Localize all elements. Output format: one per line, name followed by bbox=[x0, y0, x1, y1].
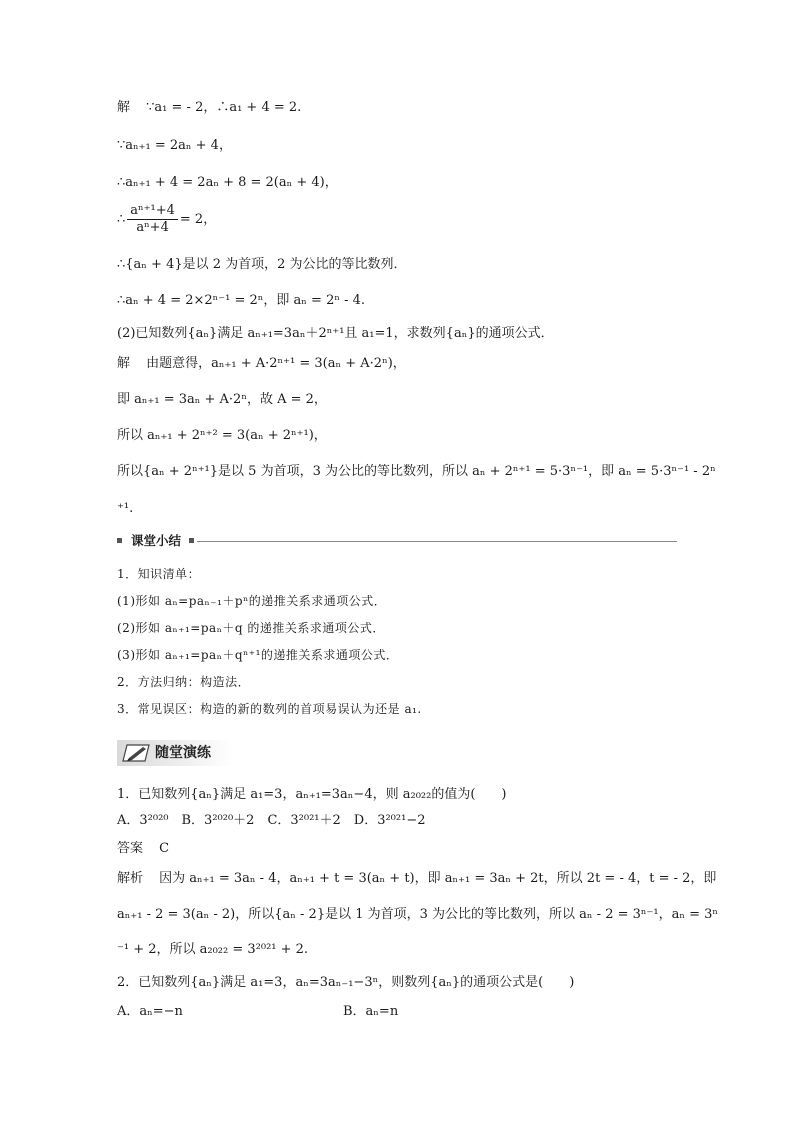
question1: 1．已知数列{aₙ}满足 a₁=3，aₙ₊₁=3aₙ−4，则 a₂₀₂₂的值为( ) bbox=[117, 787, 507, 802]
square-bullet-icon bbox=[117, 538, 122, 543]
fraction-rest: = 2， bbox=[179, 212, 217, 227]
summary-title: 课堂小结 bbox=[131, 533, 182, 548]
question2-option-a: A．aₙ=−n bbox=[117, 1004, 183, 1019]
question1-options: A．3²⁰²⁰ B．3²⁰²⁰＋2 C．3²⁰²¹＋2 D．3²⁰²¹−2 bbox=[117, 813, 426, 828]
summary-section-header bbox=[117, 531, 677, 551]
solution2-line3: 所以 aₙ₊₁ + 2ⁿ⁺² = 3(aₙ + 2ⁿ⁺¹)， bbox=[117, 428, 327, 443]
question2: 2．已知数列{aₙ}满足 a₁=3，aₙ=3aₙ₋₁−3ⁿ，则数列{aₙ}的通项公式是( ) bbox=[117, 975, 575, 990]
practice-title: 随堂演练 bbox=[155, 745, 211, 761]
fraction-numerator: aⁿ⁺¹+4 bbox=[127, 203, 178, 220]
solution2-line1 bbox=[117, 355, 406, 373]
analysis-label: 解析 bbox=[117, 871, 144, 886]
square-bullet-icon bbox=[189, 538, 194, 543]
analysis-line2: aₙ₊₁ - 2 = 3(aₙ - 2)，所以{aₙ - 2}是以 1 为首项，3 为公比的等比数列，所以 aₙ - 2 = 3ⁿ⁻¹，aₙ = 3ⁿ bbox=[117, 907, 719, 922]
answer-value: C bbox=[159, 841, 170, 856]
answer-label: 答案 bbox=[117, 841, 144, 856]
summary-item: (1)形如 aₙ=paₙ₋₁＋pⁿ的递推关系求通项公式． bbox=[117, 594, 387, 608]
question2-option-b: B．aₙ=n bbox=[343, 1004, 399, 1019]
solution-text: ∵a₁ = - 2，∴a₁ + 4 = 2. bbox=[146, 100, 302, 115]
analysis-text: 因为 aₙ₊₁ = 3aₙ - 4，aₙ₊₁ + t = 3(aₙ + t)，即 aₙ₊₁ = 3aₙ + 2t，所以 2t = - 4，t = - 2，即 bbox=[159, 871, 717, 886]
solution2-line2: 即 aₙ₊₁ = 3aₙ + A·2ⁿ，故 A = 2， bbox=[117, 392, 327, 407]
solution1-line2: ∵aₙ₊₁ = 2aₙ + 4， bbox=[117, 138, 232, 153]
fraction bbox=[127, 203, 178, 236]
solution2-line4: 所以{aₙ + 2ⁿ⁺¹}是以 5 为首项，3 为公比的等比数列，所以 aₙ + 2ⁿ⁺¹ = 5·3ⁿ⁻¹，即 aₙ = 5·3ⁿ⁻¹ - 2ⁿ bbox=[117, 464, 716, 479]
solution-label: 解 bbox=[117, 100, 131, 115]
analysis-line3: ⁻¹ + 2，所以 a₂₀₂₂ = 3²⁰²¹ + 2. bbox=[117, 942, 309, 957]
solution-text: 由题意得，aₙ₊₁ + A·2ⁿ⁺¹ = 3(aₙ + A·2ⁿ)， bbox=[146, 356, 406, 371]
solution1-line1 bbox=[117, 99, 301, 117]
summary-item: (3)形如 aₙ₊₁=paₙ＋qⁿ⁺¹的递推关系求通项公式． bbox=[117, 648, 399, 662]
solution1-line3: ∴aₙ₊₁ + 4 = 2aₙ + 8 = 2(aₙ + 4)， bbox=[117, 175, 338, 190]
solution-label: 解 bbox=[117, 356, 131, 371]
practice-section-header bbox=[117, 740, 233, 766]
answer-line bbox=[117, 840, 169, 858]
solution1-line6: ∴aₙ + 4 = 2×2ⁿ⁻¹ = 2ⁿ，即 aₙ = 2ⁿ - 4. bbox=[117, 293, 366, 308]
solution2-line5: ⁺¹. bbox=[117, 501, 134, 516]
solution1-line5: ∴{aₙ + 4}是以 2 为首项，2 为公比的等比数列． bbox=[117, 257, 407, 272]
summary-item: 1．知识清单： bbox=[117, 567, 201, 581]
divider bbox=[197, 541, 677, 542]
fraction-denominator: aⁿ+4 bbox=[136, 220, 169, 235]
solution1-fraction-line: ∴ $\frac{\text{aⁿ⁺¹+4}}{\text{aⁿ+4}}$ = 2， bbox=[117, 203, 217, 235]
summary-item: (2)形如 aₙ₊₁=paₙ＋q 的递推关系求通项公式． bbox=[117, 621, 385, 635]
summary-item: 3．常见误区：构造的新的数列的首项易误认为还是 a₁. bbox=[117, 702, 422, 716]
summary-item: 2．方法归纳：构造法． bbox=[117, 675, 251, 689]
analysis-line1 bbox=[117, 870, 716, 888]
pencil-icon bbox=[121, 743, 151, 763]
problem2-statement: (2)已知数列{aₙ}满足 aₙ₊₁=3aₙ＋2ⁿ⁺¹且 a₁=1，求数列{aₙ}的通项公式． bbox=[117, 326, 554, 341]
